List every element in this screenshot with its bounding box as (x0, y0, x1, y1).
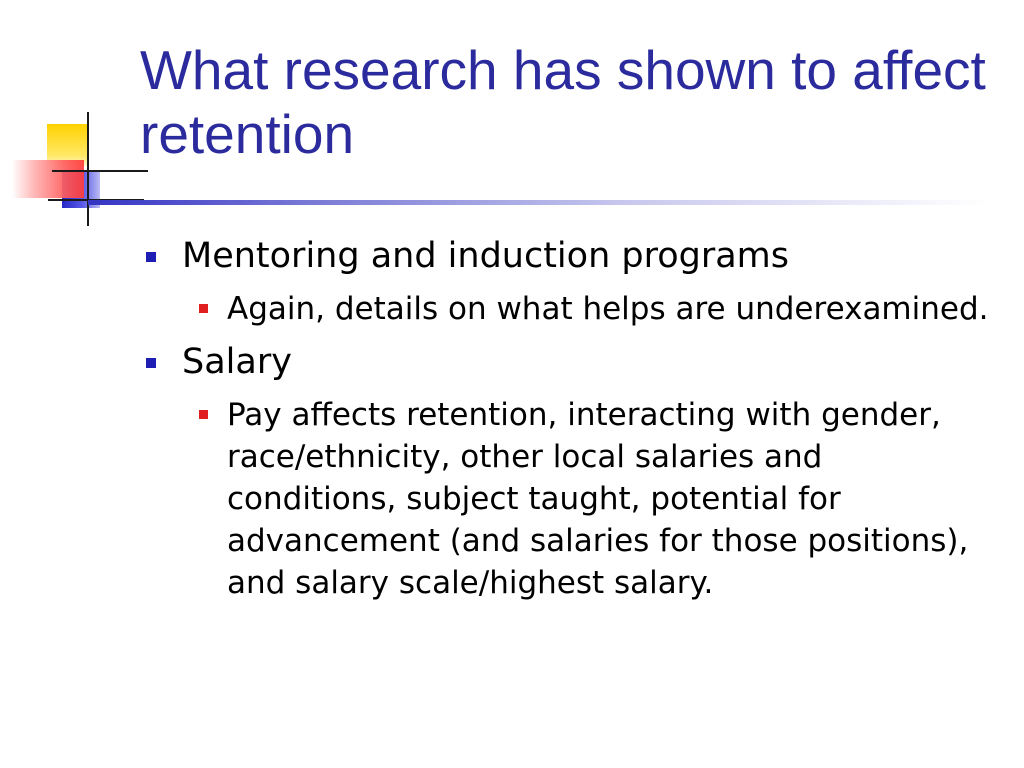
square-sub-bullet-icon (199, 304, 208, 313)
bullet-item-mentoring (140, 234, 1000, 278)
sub-bullet-item (182, 394, 1000, 604)
square-sub-bullet-icon (199, 410, 208, 419)
slide-title: What research has shown to affect retention (140, 39, 986, 165)
bullet-text: Salary (182, 342, 292, 382)
bullet-item-salary (140, 340, 1000, 384)
sub-bullet-item (182, 288, 1000, 330)
bullet-text: Mentoring and induction programs (182, 236, 790, 276)
square-bullet-icon (146, 252, 156, 262)
horizontal-line-decoration-top (52, 170, 148, 172)
vertical-line-decoration (87, 112, 89, 226)
red-square-decoration (12, 160, 84, 198)
sub-bullet-text: Again, details on what helps are underexamined. (227, 291, 989, 327)
bullet-list (140, 234, 1000, 614)
sub-bullet-text: Pay affects retention, interacting with gender, race/ethnicity, other local salaries and conditions, subject taught, potential for advancement (and salaries for those positions), and salary scale/highest salary. (227, 397, 969, 601)
title-underline (88, 200, 988, 205)
square-bullet-icon (146, 358, 156, 368)
